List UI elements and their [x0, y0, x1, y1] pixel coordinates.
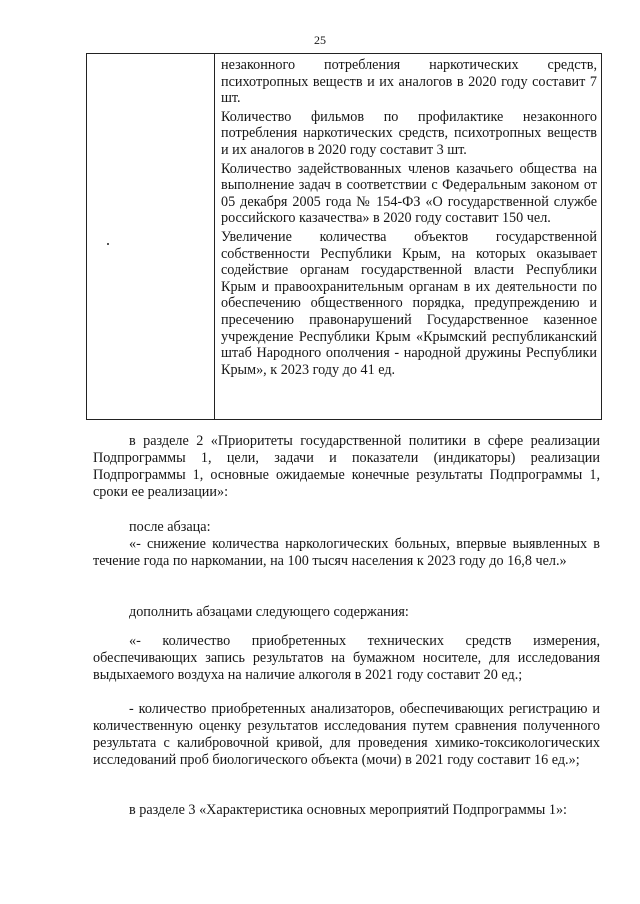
new-paragraph-1: «- количество приобретенных технических средств измерения, обеспечивающих запись результатов на бумажном носителе, для исследования выдыхаемого воздуха на наличие алкоголя в 2021 году составит 20 ед.;	[93, 633, 600, 683]
table-right-cell	[215, 54, 601, 419]
table-cell-paragraph: незаконного потребления наркотических средств, психотропных веществ и их аналогов в 2020 году составит 7 шт.	[221, 57, 597, 107]
table-left-cell	[87, 54, 215, 419]
table-cell-paragraph: Количество фильмов по профилактике незаконного потребления наркотических средств, психотропных веществ и их аналогов в 2020 году составит 3 шт.	[221, 108, 597, 158]
section3-paragraph: в разделе 3 «Характеристика основных мероприятий Подпрограммы 1»:	[129, 802, 567, 818]
scan-speck	[107, 243, 109, 245]
quoted-paragraph: «- снижение количества наркологических больных, впервые выявленных в течение года по наркомании, на 100 тысяч населения к 2023 году до 16,8 чел.»	[93, 536, 600, 569]
new-paragraph-2: - количество приобретенных анализаторов, обеспечивающих регистрацию и количественную оценку результатов исследования путем сравнения полученного результата с калибровочной кривой, для проведения химико-токсикологических исследований проб биологического объекта (мочи) в 2021 году составит 16 ед.»;	[93, 701, 600, 768]
table-cell-paragraph: Увеличение количества объектов государственной собственности Республики Крым, на которых оказывает содействие органам государственной власти Республики Крым и правоохранительным органам в их деятельности по обеспечению общественного порядка, предупреждению и пресечению правонарушений Государственное казенное учреждение Республики Крым «Крымский республиканский штаб Народного ополчения - народной дружины Республики Крым», к 2023 году до 41 ед.	[221, 228, 597, 378]
page-number: 25	[314, 33, 326, 47]
section2-paragraph: в разделе 2 «Приоритеты государственной политики в сфере реализации Подпрограммы 1, цели, задачи и показатели (индикаторы) реализации Подпрограммы 1, основные ожидаемые конечные результаты Подпрограммы 1, сроки ее реализации»:	[93, 433, 600, 500]
indicator-table	[86, 53, 602, 420]
after-paragraph-label: после абзаца:	[129, 519, 211, 535]
supplement-label: дополнить абзацами следующего содержания:	[129, 604, 409, 620]
table-cell-paragraph: Количество задействованных членов казачьего общества на выполнение задач в соответствии с Федеральным законом от 05 декабря 2005 года № 154-ФЗ «О государственной службе российского казачества» в 2020 году составит 150 чел.	[221, 160, 597, 227]
